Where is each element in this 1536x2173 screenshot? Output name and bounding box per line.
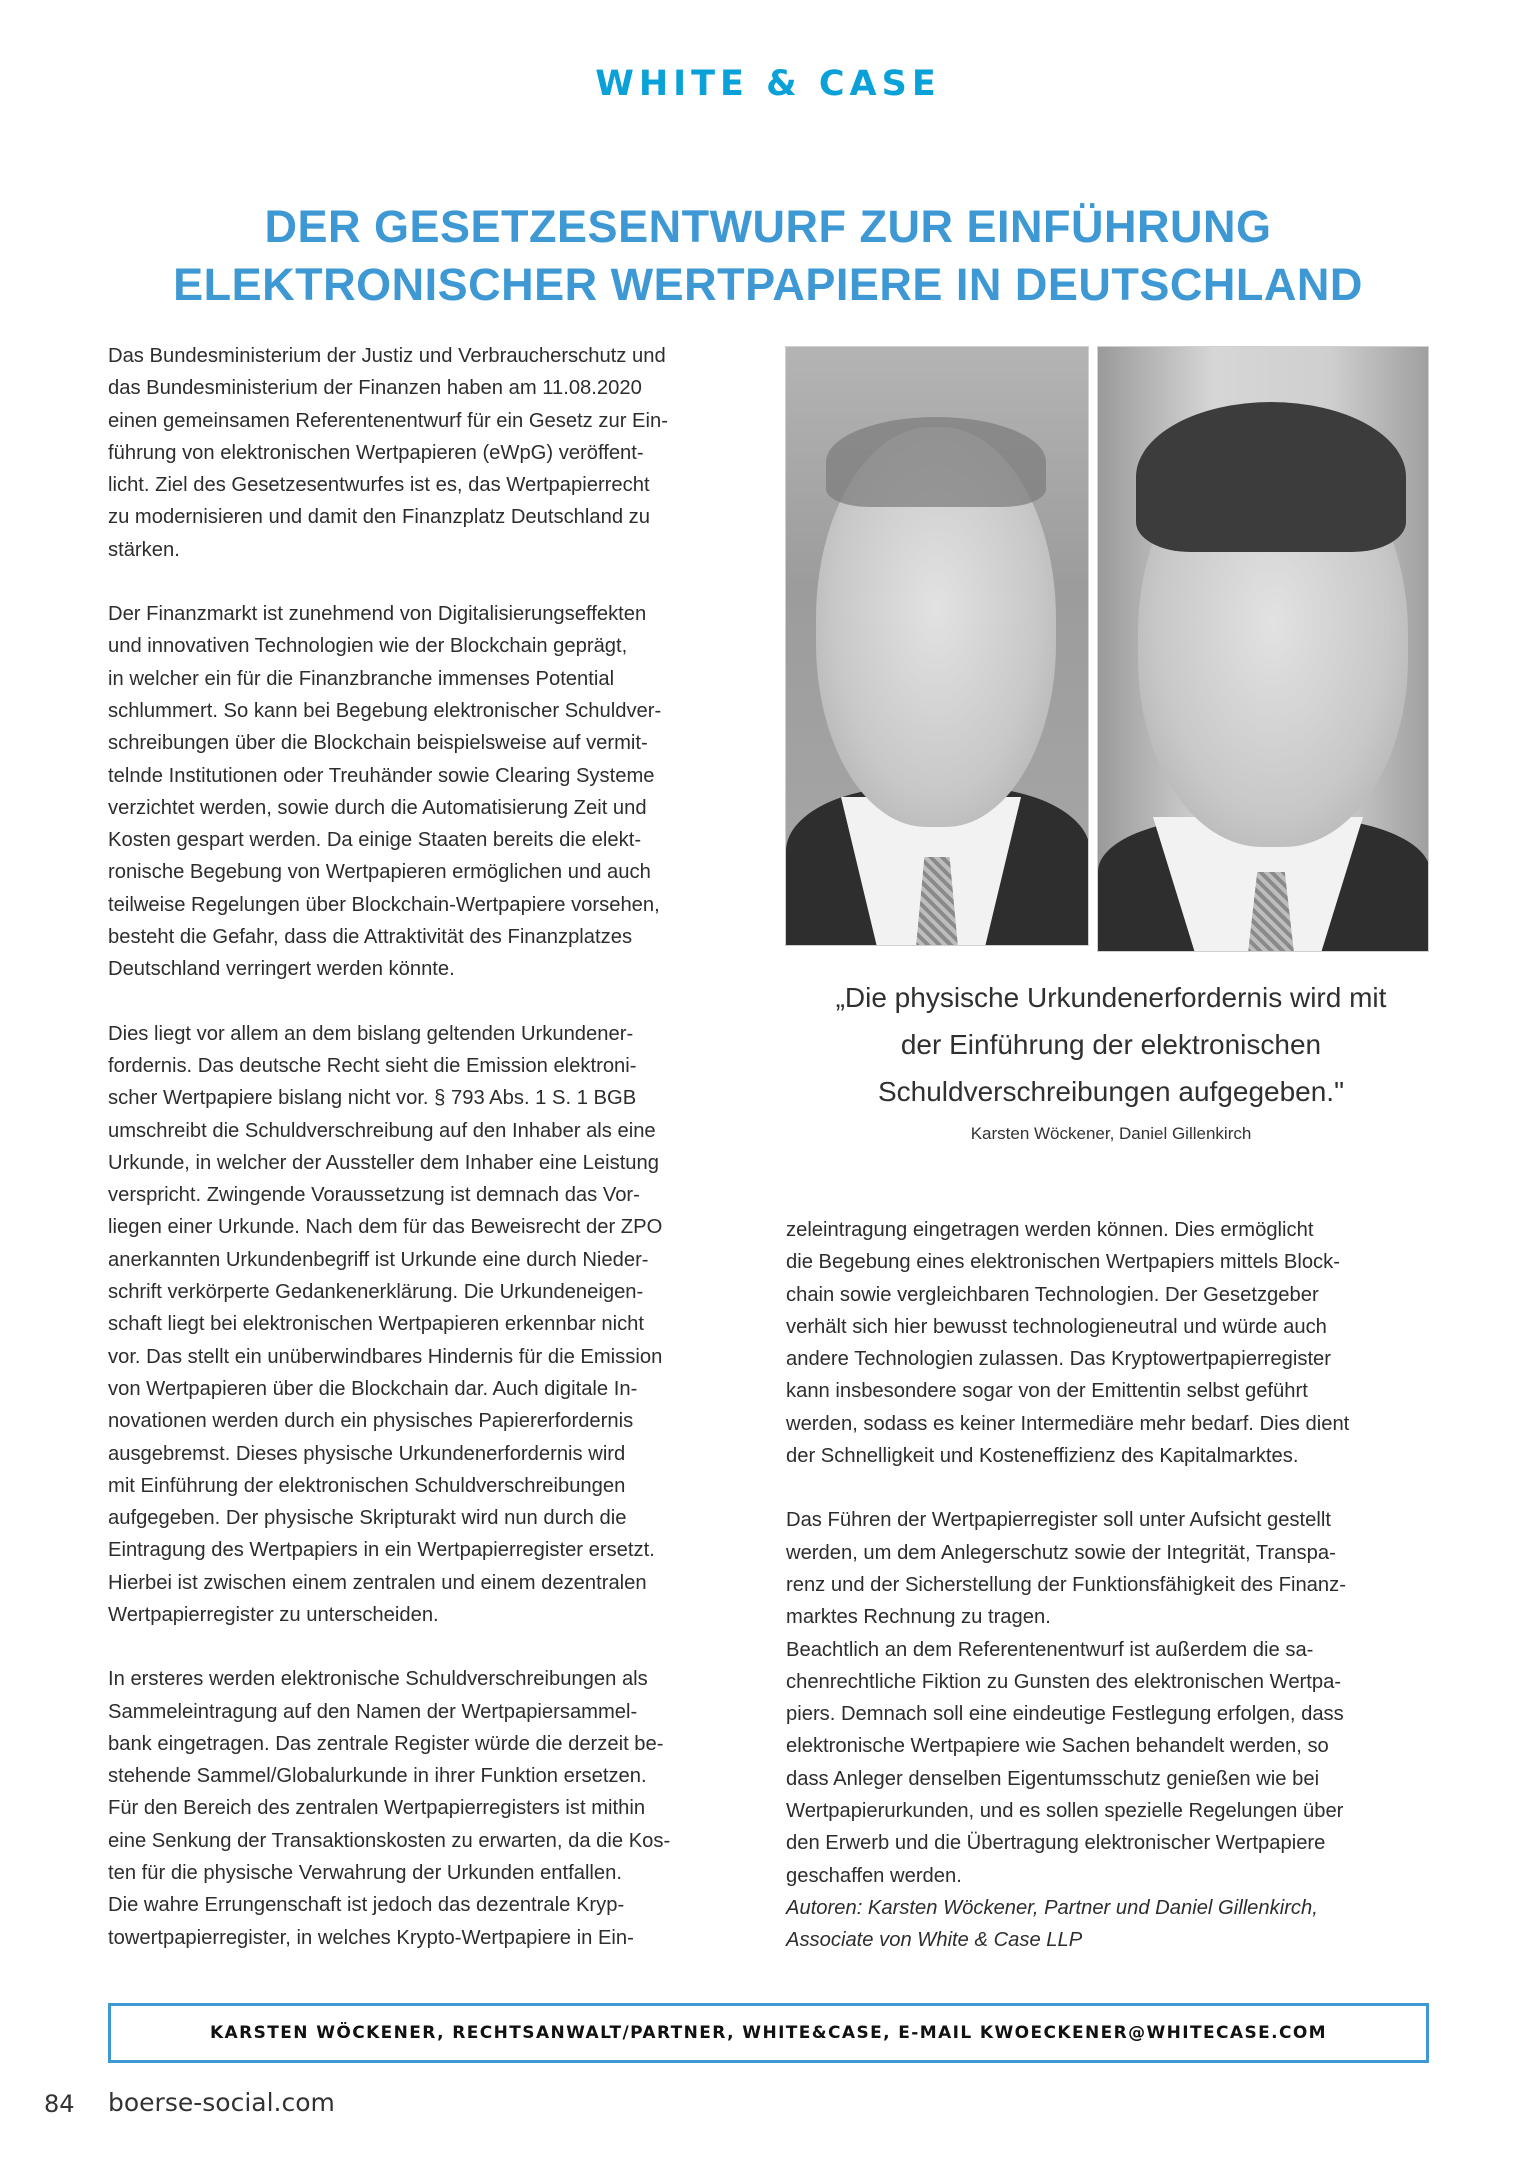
text-line: schaft liegt bei elektronischen Wertpapieren erkennbar nicht xyxy=(108,1313,645,1336)
text-line: renz und der Sicherstellung der Funktionsfähigkeit des Finanz- xyxy=(786,1573,1346,1596)
text-line: stehende Sammel/Globalurkunde in ihrer Funktion ersetzen. xyxy=(108,1765,647,1788)
text-line: Für den Bereich des zentralen Wertpapierregisters ist mithin xyxy=(108,1797,646,1820)
text-line: geschaffen werden. xyxy=(786,1864,962,1887)
pull-quote xyxy=(786,974,1436,1115)
text-line: und innovativen Technologien wie der Blockchain geprägt, xyxy=(108,635,628,658)
portrait-photo-woeckener xyxy=(785,346,1089,946)
text-line: Eintragung des Wertpapiers in ein Wertpapierregister ersetzt. xyxy=(108,1539,655,1562)
text-line: schlummert. So kann bei Begebung elektronischer Schuldver- xyxy=(108,699,662,722)
paragraph-intro xyxy=(108,340,748,566)
text-line: telnde Institutionen oder Treuhänder sowie Clearing Systeme xyxy=(108,764,655,787)
text-line: ten für die physische Verwahrung der Urkunden entfallen. xyxy=(108,1862,622,1885)
text-line: der Schnelligkeit und Kosteneffizienz des Kapitalmarktes. xyxy=(786,1445,1299,1468)
text-line: elektronische Wertpapiere wie Sachen behandelt werden, so xyxy=(786,1735,1329,1758)
text-line: werden, sodass es keiner Intermediäre mehr bedarf. Dies dient xyxy=(786,1412,1350,1435)
right-column xyxy=(786,1214,1436,1957)
paragraph-krypto xyxy=(786,1214,1436,1472)
text-line: teilweise Regelungen über Blockchain-Wertpapiere vorsehen, xyxy=(108,893,660,916)
text-line: ronische Begebung von Wertpapieren ermöglichen und auch xyxy=(108,861,651,884)
text-line: den Erwerb und die Übertragung elektronischer Wertpapiere xyxy=(786,1832,1326,1855)
text-line: Deutschland verringert werden könnte. xyxy=(108,958,455,981)
text-line: umschreibt die Schuldverschreibung auf den Inhaber als eine xyxy=(108,1119,656,1142)
text-line: ausgebremst. Dieses physische Urkundenerfordernis wird xyxy=(108,1442,626,1465)
text-line: Sammeleintragung auf den Namen der Wertpapiersammel- xyxy=(108,1700,638,1723)
text-line: führung von elektronischen Wertpapieren (eWpG) veröffent- xyxy=(108,441,644,464)
text-line: das Bundesministerium der Finanzen haben am 11.08.2020 xyxy=(108,377,642,400)
text-line: schreibungen über die Blockchain beispielsweise auf vermit- xyxy=(108,732,648,755)
page-number: 84 xyxy=(44,2090,75,2118)
quote-attribution: Karsten Wöckener, Daniel Gillenkirch xyxy=(970,1124,1252,1143)
text-line: marktes Rechnung zu tragen. xyxy=(786,1606,1051,1629)
quote-line: Schuldverschreibungen aufgegeben." xyxy=(877,1076,1345,1107)
text-line: piers. Demnach soll eine eindeutige Festlegung erfolgen, dass xyxy=(786,1703,1344,1726)
text-line: Beachtlich an dem Referentenentwurf ist außerdem die sa- xyxy=(786,1638,1314,1661)
text-line: aufgegeben. Der physische Skripturakt wird nun durch die xyxy=(108,1507,627,1530)
text-line: chenrechtliche Fiktion zu Gunsten des elektronischen Wertpa- xyxy=(786,1670,1342,1693)
text-line: eine Senkung der Transaktionskosten zu erwarten, da die Kos- xyxy=(108,1829,671,1852)
text-line: Autoren: Karsten Wöckener, Partner und Daniel Gillenkirch, xyxy=(786,1896,1318,1919)
text-line: andere Technologien zulassen. Das Kryptowertpapierregister xyxy=(786,1348,1332,1371)
text-line: Wertpapierurkunden, und es sollen spezielle Regelungen über xyxy=(786,1800,1344,1823)
text-line: kann insbesondere sogar von der Emittentin selbst geführt xyxy=(786,1380,1308,1403)
text-line: mit Einführung der elektronischen Schuldverschreibungen xyxy=(108,1474,626,1497)
text-line: Die wahre Errungenschaft ist jedoch das dezentrale Kryp- xyxy=(108,1894,625,1917)
contact-info-box xyxy=(108,2003,1429,2063)
text-line: dass Anleger denselben Eigentumsschutz genießen wie bei xyxy=(786,1767,1320,1790)
text-line: die Begebung eines elektronischen Wertpapiers mittels Block- xyxy=(786,1251,1340,1274)
text-line: Associate von White & Case LLP xyxy=(786,1929,1083,1952)
text-line: stärken. xyxy=(108,538,180,561)
text-line: Urkunde, in welcher der Aussteller dem Inhaber eine Leistung xyxy=(108,1151,659,1174)
text-line: schrift verkörperte Gedankenerklärung. Die Urkundeneigen- xyxy=(108,1281,644,1304)
text-line: in welcher ein für die Finanzbranche immenses Potential xyxy=(108,667,615,690)
paragraph-urkundenerfordernis xyxy=(108,1018,748,1632)
text-line: Der Finanzmarkt ist zunehmend von Digitalisierungseffekten xyxy=(108,603,647,626)
text-line: Kosten gespart werden. Da einige Staaten bereits die elekt- xyxy=(108,829,642,852)
text-line: vor. Das stellt ein unüberwindbares Hindernis für die Emission xyxy=(108,1345,663,1368)
text-line: verspricht. Zwingende Voraussetzung ist demnach das Vor- xyxy=(108,1184,640,1207)
text-line: scher Wertpapiere bislang nicht vor. § 793 Abs. 1 S. 1 BGB xyxy=(108,1087,637,1110)
quote-line: der Einführung der elektronischen xyxy=(900,1029,1322,1060)
text-line: Wertpapierregister zu unterscheiden. xyxy=(108,1603,439,1626)
text-line: werden, um dem Anlegerschutz sowie der Integrität, Transpa- xyxy=(786,1541,1336,1564)
text-line: Das Führen der Wertpapierregister soll unter Aufsicht gestellt xyxy=(786,1509,1331,1532)
text-line: chain sowie vergleichbaren Technologien. Der Gesetzgeber xyxy=(786,1283,1319,1306)
hair-shape xyxy=(826,417,1046,507)
text-line: Das Bundesministerium der Justiz und Verbraucherschutz und xyxy=(108,345,666,367)
white-case-logo: WHITE & CASE xyxy=(595,64,941,104)
text-line: von Wertpapieren über die Blockchain dar. Auch digitale In- xyxy=(108,1377,638,1400)
text-line: towertpapierregister, in welches Krypto-Wertpapiere in Ein- xyxy=(108,1926,634,1949)
paragraph-register xyxy=(108,1663,748,1954)
text-line: fordernis. Das deutsche Recht sieht die Emission elektroni- xyxy=(108,1054,637,1077)
text-line: bank eingetragen. Das zentrale Register würde die derzeit be- xyxy=(108,1732,664,1755)
text-line: besteht die Gefahr, dass die Attraktivität des Finanzplatzes xyxy=(108,926,633,949)
text-line: einen gemeinsamen Referentenentwurf für ein Gesetz zur Ein- xyxy=(108,409,668,432)
text-line: novationen werden durch ein physisches Papiererfordernis xyxy=(108,1410,634,1433)
title-line: ELEKTRONISCHER WERTPAPIERE IN DEUTSCHLAND xyxy=(173,259,1363,310)
site-name: boerse-social.com xyxy=(108,2088,335,2117)
text-line: licht. Ziel des Gesetzesentwurfes ist es, das Wertpapierrecht xyxy=(108,474,650,497)
left-column xyxy=(108,340,748,1986)
article-title xyxy=(0,198,1536,314)
text-line: Dies liegt vor allem an dem bislang geltenden Urkundener- xyxy=(108,1022,634,1045)
hair-shape xyxy=(1136,402,1406,552)
text-line: Hierbei ist zwischen einem zentralen und einem dezentralen xyxy=(108,1571,647,1594)
text-line: verhält sich hier bewusst technologieneutral und würde auch xyxy=(786,1315,1327,1338)
title-line: DER GESETZESENTWURF ZUR EINFÜHRUNG xyxy=(264,201,1272,252)
authors-credit xyxy=(786,1892,1436,1957)
text-line: anerkannten Urkundenbegriff ist Urkunde eine durch Nieder- xyxy=(108,1248,649,1271)
quote-line: „Die physische Urkundenerfordernis wird mit xyxy=(835,982,1387,1013)
text-line: In ersteres werden elektronische Schuldverschreibungen als xyxy=(108,1668,648,1691)
text-line: liegen einer Urkunde. Nach dem für das Beweisrecht der ZPO xyxy=(108,1216,663,1239)
text-line: verzichtet werden, sowie durch die Automatisierung Zeit und xyxy=(108,796,647,819)
text-line: zeleintragung eingetragen werden können. Dies ermöglicht xyxy=(786,1219,1314,1241)
paragraph-finanzmarkt xyxy=(108,598,748,986)
contact-text: KARSTEN WÖCKENER, RECHTSANWALT/PARTNER, WHITE&CASE, E-MAIL KWOECKENER@WHITECASE.COM xyxy=(209,2023,1328,2043)
portrait-photo-gillenkirch xyxy=(1097,346,1429,952)
text-line: zu modernisieren und damit den Finanzplatz Deutschland zu xyxy=(108,506,651,529)
paragraph-aufsicht xyxy=(786,1504,1436,1892)
